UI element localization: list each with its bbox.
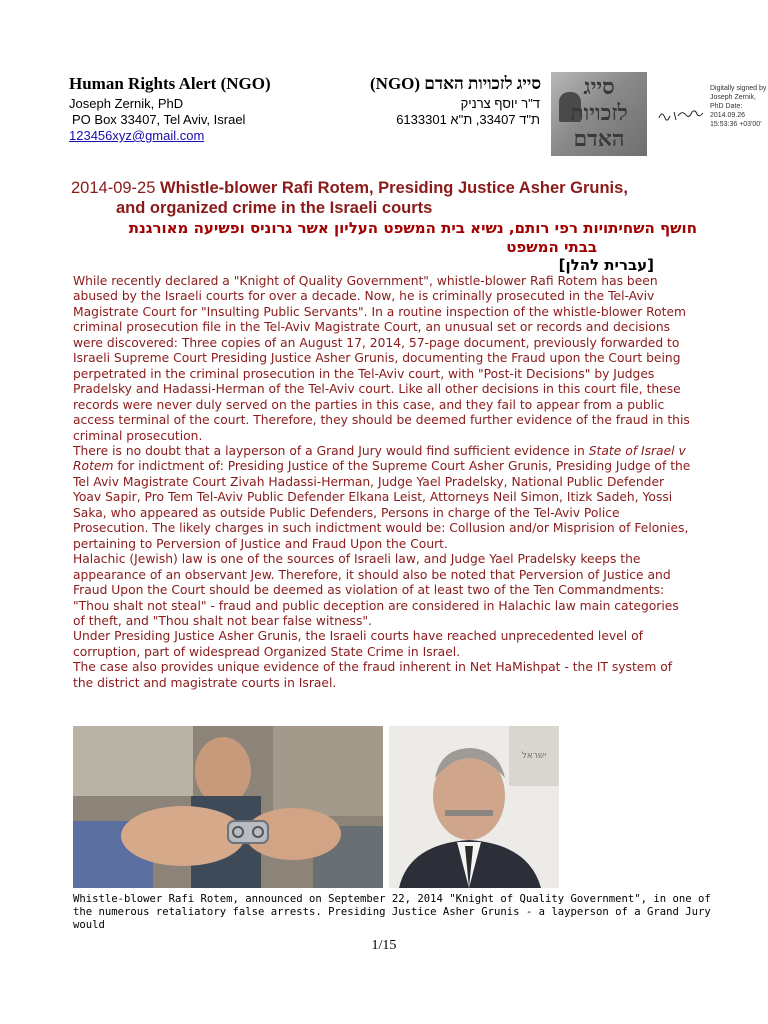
email-link[interactable]: 123456xyz@gmail.com	[69, 128, 205, 143]
org-name-hebrew: (NGO) סייג לזכויות האדם	[370, 74, 541, 93]
page-number: 1/15	[371, 938, 397, 953]
digital-signature-text: Digitally signed by Joseph Zernik, PhD Date: 2014.09.26 15:53:36 +03'00'	[710, 85, 767, 128]
paragraph-text: There is no doubt that a layperson of a Grand Jury would find sufficient evidence in	[73, 443, 589, 458]
headline-hebrew-line-1: חושף השחיתויות רפי רותם, נשיא בית המשפט העליון אשר גרוניס ופשיעה מאורגנת	[128, 219, 697, 237]
flag-sign-text: ישראל	[521, 751, 547, 761]
headline	[71, 178, 701, 199]
paragraph: While recently declared a "Knight of Quality Government", whistle-blower Rafi Rotem has been abused by the Israeli courts for over a decade. Now, he is criminally prosecuted in the Tel-Aviv Magistrate Court for "Insulting Public Servants". In a routine inspection of the whistle-blower Rotem criminal prosecution file in the Tel-Aviv Magistrate Court, an unusual set or records and decisions were discovered: Three copies of an August 17, 2014, 57-page document, previously forwarded to Israeli Supreme Court Presiding Justice Asher Grunis, documenting the Fraud upon the Court being perpetrated in the criminal prosecution in the Tel-Aviv court, with "Post-it Decisions" by Judges Pradelsky and Hadassi-Herman of the Tel-Aviv court. Like all other decisions in this court file, these records were never duly served on the parties in this case, and they fail to appear from a public access terminal of the court. Therefore, they should be deemed further evidence of the fraud in this criminal prosecution.	[73, 274, 690, 443]
headline-title-line-1: Whistle-blower Rafi Rotem, Presiding Justice Asher Grunis,	[160, 179, 628, 197]
postal-address-hebrew: ת"ד 33407, ת"א 6133301	[396, 112, 540, 127]
org-logo	[551, 72, 647, 156]
paragraph: The case also provides unique evidence of the fraud inherent in Net HaMishpat - the IT system of the district and magistrate courts in Israel.	[73, 660, 673, 690]
portrait-photo	[389, 726, 559, 888]
logo-line: סייג	[583, 74, 615, 100]
logo-line: האדם	[573, 126, 625, 152]
signature-scribble-icon	[656, 104, 706, 128]
paragraph: Halachic (Jewish) law is one of the sources of Israeli law, and Judge Yael Pradelsky keeps the appearance of an observant Jew. Therefore, it should also be noted that Perversion of Justice and Fraud Upon the Court should be deemed as violation of at least two of the Ten Commandments: "Thou shalt not steal" - fraud and public deception are considered in Halachic law main categories of theft, and "Thou shalt not bear false witness".	[73, 552, 679, 628]
headline-date: 2014-09-25	[71, 179, 156, 197]
arrest-photo	[73, 726, 383, 888]
paragraph	[73, 444, 691, 552]
author-name: Joseph Zernik, PhD	[69, 96, 184, 111]
article-body	[73, 274, 691, 691]
headline-title-line-2: and organized crime in the Israeli courts	[116, 199, 433, 217]
author-name-hebrew: ד"ר יוסף צרניק	[460, 96, 540, 111]
paragraph-text: for indictment of: Presiding Justice of the Supreme Court Asher Grunis, Presiding Judge of the Tel Aviv Magistrate Court Zivah Hadassi-Herman, Judge Yael Pradelsky, National Public Defender Yoav Sapir, Pro Tem Tel-Aviv Public Defender Elkana Leist, Attorneys Neil Simon, Itizk Sadeh, Yossi Saka, who appeared as outside Public Defenders, Persons in charge of the Tel-Aviv Police Prosecution. The likely charges in such indictment would be: Collusion and/or Misprision of Felonies, pertaining to Perversion of Justice and Fraud Upon the Court.	[73, 459, 691, 551]
logo-line: לזכויות	[570, 100, 628, 126]
hebrew-follows-note: [עברית להלן]	[558, 256, 654, 274]
case-name: State of Israel v Rotem	[73, 443, 686, 474]
headline-hebrew-line-2: בבתי המשפט	[506, 238, 597, 256]
paragraph: Under Presiding Justice Asher Grunis, the Israeli courts have reached unprecedented level of corruption, part of widespread Organized State Crime in Israel.	[73, 629, 643, 659]
photo-caption: Whistle-blower Rafi Rotem, announced on September 22, 2014 "Knight of Quality Government", in one of the numerous retaliatory false arrests. Presiding Justice Asher Grunis - a layperson of a Grand Jury would	[73, 893, 711, 931]
org-name: Human Rights Alert (NGO)	[69, 74, 271, 93]
postal-address: PO Box 33407, Tel Aviv, Israel	[72, 112, 246, 127]
